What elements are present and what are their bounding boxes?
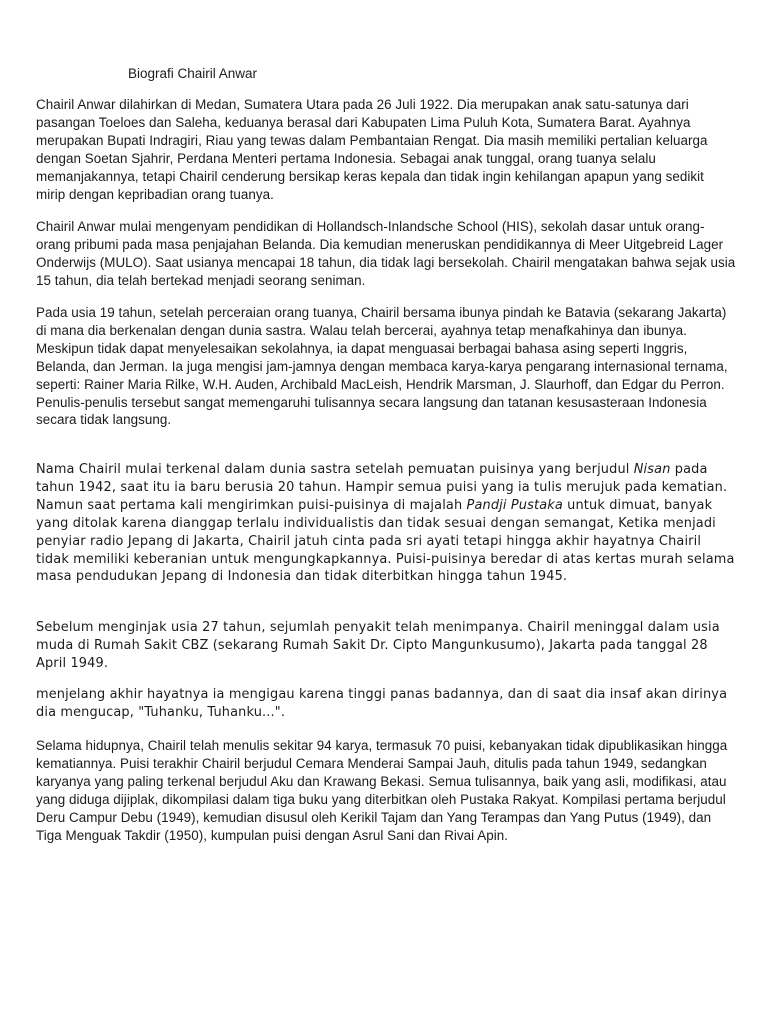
poem-title-nisan: Nisan (633, 462, 671, 477)
paragraph-text: pada tahun 1942, saat itu ia baru berusia 20 tahun. Hampir semua puisi yang ia tulis merujuk pada kematian. Namun saat pertama kali mengirimkan puisi-puisinya di majalah (36, 462, 728, 513)
paragraph-works: Selama hidupnya, Chairil telah menulis sekitar 94 karya, termasuk 70 puisi, kebanyakan tidak dipublikasikan hingga kematiannya. Puisi terakhir Chairil berjudul Cemara Menderai Sampai Jauh, ditulis pada tahun 1949, sedangkan karyanya yang paling terkenal berjudul Aku dan Krawang Bekasi. Semua tulisannya, baik yang asli, modifikasi, atau yang diduga dijiplak, dikompilasi dalam tiga buku yang diterbitkan oleh Pustaka Rakyat. Kompilasi pertama berjudul Deru Campur Debu (1949), kemudian disusul oleh Kerikil Tajam dan Yang Terampas dan Yang Putus (1949), dan Tiga Menguak Takdir (1950), kumpulan puisi dengan Asrul Sani dan Rivai Apin. (36, 738, 728, 843)
paragraph-birth: Chairil Anwar dilahirkan di Medan, Sumatera Utara pada 26 Juli 1922. Dia merupakan anak satu-satunya dari pasangan Toeloes dan Saleha, keduanya berasal dari Kabupaten Lima Puluh Kota, Sumatera Barat. Ayahnya merupakan Bupati Indragiri, Riau yang tewas dalam Pembantaian Rengat. Dia masih memiliki pertalian keluarga dengan Soetan Sjahrir, Perdana Menteri pertama Indonesia. Sebagai anak tunggal, orang tuanya selalu memanjakannya, tetapi Chairil cenderung bersikap keras kepala dan tidak ingin kehilangan apapun yang sedikit mirip dengan kepribadian orang tuanya. (36, 97, 708, 202)
paragraph-batavia: Pada usia 19 tahun, setelah perceraian orang tuanya, Chairil bersama ibunya pindah ke Batavia (sekarang Jakarta) di mana dia berkenalan dengan dunia sastra. Walau telah bercerai, ayahnya tetap menafkahinya dan ibunya. Meskipun tidak dapat menyelesaikan sekolahnya, ia dapat menguasai berbagai bahasa asing seperti Inggris, Belanda, dan Jerman. Ia juga mengisi jam-jamnya dengan membaca karya-karya pengarang internasional ternama, seperti: Rainer Maria Rilke, W.H. Auden, Archibald MacLeish, Hendrik Marsman, J. Slaurhoff, dan Edgar du Perron. Penulis-penulis tersebut sangat memengaruhi tulisannya secara langsung dan tatanan kesusasteraan Indonesia secara tidak langsung. (36, 305, 728, 428)
paragraph-text: Nama Chairil mulai terkenal dalam dunia sastra setelah pemuatan puisinya yang berjudul (36, 462, 634, 477)
document-title: Biografi Chairil Anwar (128, 66, 258, 81)
paragraph-text: untuk dimuat, banyak yang ditolak karena dianggap terlalu individualistis dan tidak sesuai dengan semangat, Ketika menjadi penyiar radio Jepang di Jakarta, Chairil jatuh cinta pada sri ayati tetapi hingga akhir hayatnya Chairil tidak memiliki keberanian untuk mengungkapkannya. Puisi-puisinya beredar di atas kertas murah selama masa pendudukan Jepang di Indonesia dan tidak diterbitkan hingga tahun 1945. (36, 497, 735, 585)
paragraph-last-words: menjelang akhir hayatnya ia mengigau karena tinggi panas badannya, dan di saat dia insaf akan dirinya dia mengucap, "Tuhanku, Tuhanku...". (36, 687, 728, 720)
paragraph-death: Sebelum menginjak usia 27 tahun, sejumlah penyakit telah menimpanya. Chairil meninggal dalam usia muda di Rumah Sakit CBZ (sekarang Rumah Sakit Dr. Cipto Mangunkusumo), Jakarta pada tanggal 28 April 1949. (36, 620, 720, 671)
paragraph-literary-career (36, 461, 736, 586)
paragraph-education: Chairil Anwar mulai mengenyam pendidikan di Hollandsch-Inlandsche School (HIS), sekolah dasar untuk orang-orang pribumi pada masa penjajahan Belanda. Dia kemudian meneruskan pendidikannya di Meer Uitgebreid Lager Onderwijs (MULO). Saat usianya mencapai 18 tahun, dia tidak lagi bersekolah. Chairil mengatakan bahwa sejak usia 15 tahun, dia telah bertekad menjadi seorang seniman. (36, 219, 736, 288)
magazine-title-pandji-pustaka: Pandji Pustaka (466, 497, 563, 513)
